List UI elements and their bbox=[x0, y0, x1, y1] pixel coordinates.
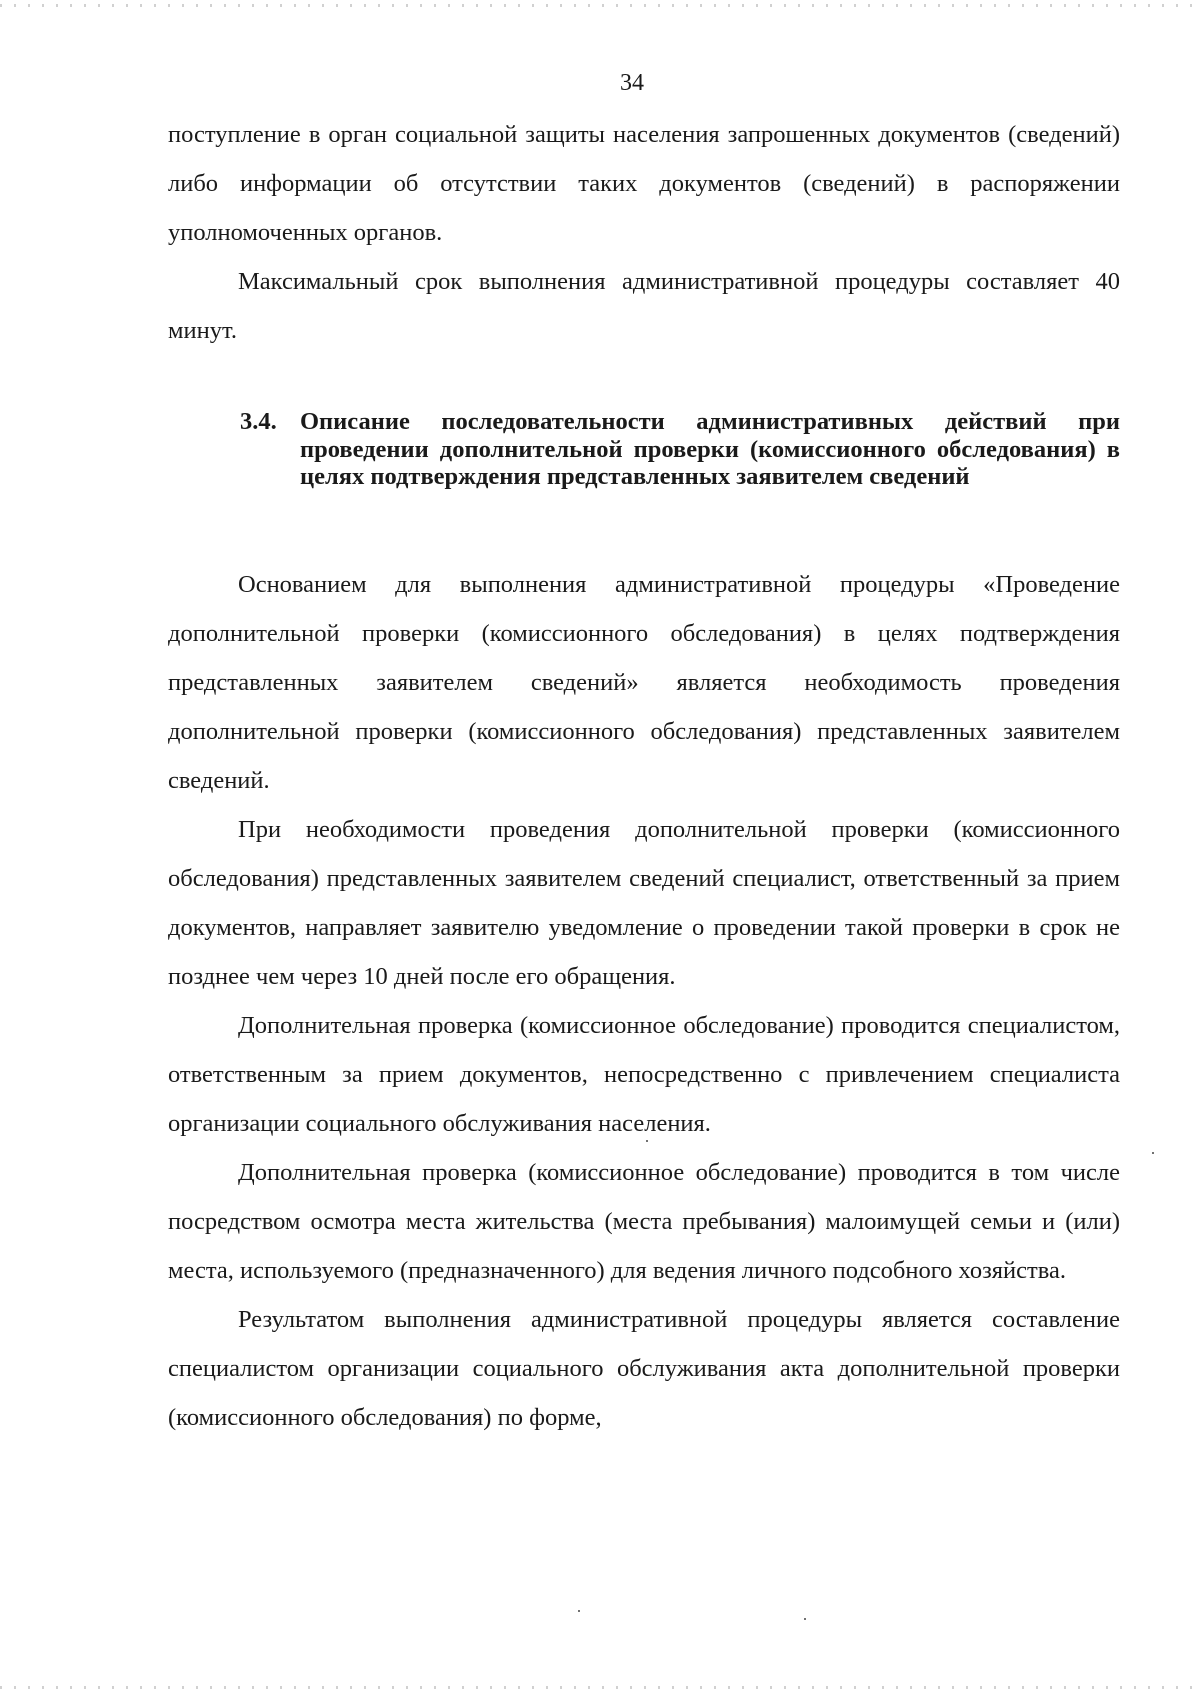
scan-speck bbox=[646, 1140, 648, 1142]
scan-speck bbox=[804, 1618, 806, 1620]
paragraph-inspection-scope: Дополнительная проверка (комиссионное обследование) проводится в том числе посредством осмотра места жительства (места пребывания) малоимущей семьи и (или) места, используемого (предназначенного) для ведения личного подсобного хозяйства. bbox=[168, 1159, 1120, 1284]
top-text-block bbox=[168, 110, 1120, 355]
paragraph-max-duration: Максимальный срок выполнения административной процедуры составляет 40 минут. bbox=[168, 268, 1120, 344]
paragraph-basis: Основанием для выполнения административной процедуры «Проведение дополнительной проверки (комиссионного обследования) в целях подтверждения представленных заявителем сведений» является необходимость проведения дополнительной проверки (комиссионного обследования) представленных заявителем сведений. bbox=[168, 571, 1120, 794]
paragraph-who-conducts: Дополнительная проверка (комиссионное обследование) проводится специалистом, ответственным за прием документов, непосредственно с привлечением специалиста организации социального обслуживания населения. bbox=[168, 1012, 1120, 1137]
section-body bbox=[168, 560, 1120, 1442]
scan-edge-bottom bbox=[0, 1686, 1200, 1689]
page-number: 34 bbox=[620, 70, 644, 96]
paragraph-notification: При необходимости проведения дополнительной проверки (комиссионного обследования) представленных заявителем сведений специалист, ответственный за прием документов, направляет заявителю уведомление о проведении такой проверки в срок не позднее чем через 10 дней после его обращения. bbox=[168, 816, 1120, 990]
paragraph-result: Результатом выполнения административной процедуры является составление специалистом организации социального обслуживания акта дополнительной проверки (комиссионного обследования) по форме, bbox=[168, 1306, 1120, 1431]
scan-edge-top bbox=[0, 4, 1200, 7]
section-number: 3.4. bbox=[240, 408, 277, 435]
section-heading bbox=[240, 408, 1120, 491]
scan-speck bbox=[1152, 1152, 1154, 1154]
paragraph-continuation: поступление в орган социальной защиты населения запрошенных документов (сведений) либо информации об отсутствии таких документов (сведений) в распоряжении уполномоченных органов. bbox=[168, 121, 1120, 246]
section-title: Описание последовательности административных действий при проведении дополнительной проверки (комиссионного обследования) в целях подтверждения представленных заявителем сведений bbox=[300, 408, 1120, 490]
scan-speck bbox=[578, 1610, 580, 1612]
